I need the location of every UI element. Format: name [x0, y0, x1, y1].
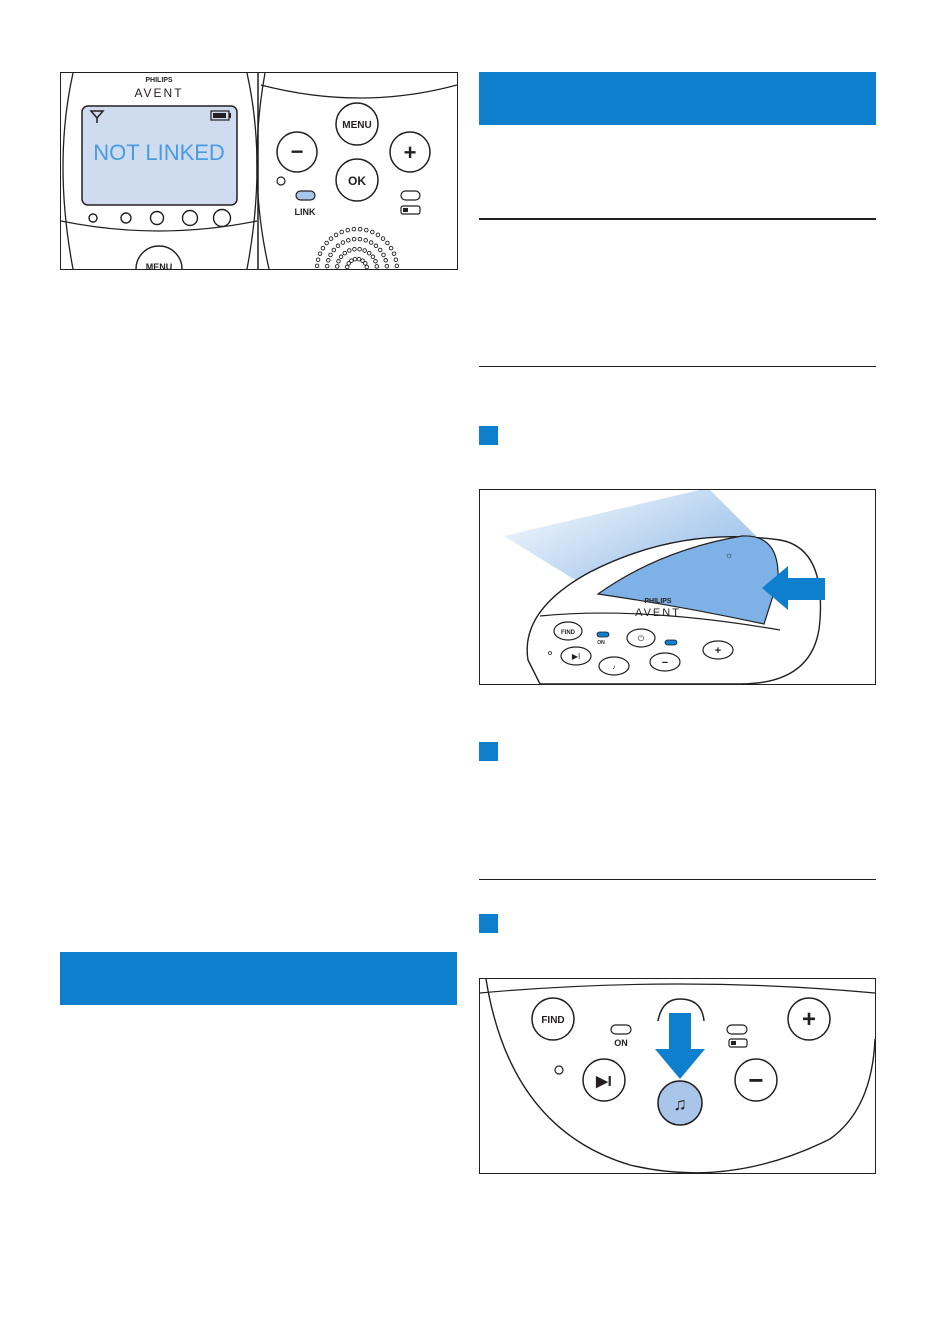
grille-hole [365, 228, 369, 232]
grille-hole [376, 233, 380, 237]
figure-lullaby [479, 978, 876, 1174]
plus-label: + [403, 140, 417, 165]
grille-hole [367, 251, 371, 255]
grille-hole [352, 227, 356, 231]
indicator-dot-2 [121, 213, 131, 223]
grille-hole [389, 246, 393, 250]
on-light [611, 1025, 631, 1034]
grille-hole [332, 248, 336, 252]
nightlight-illustration [480, 490, 875, 684]
status-light [727, 1025, 747, 1034]
indicator-dot-5 [214, 210, 231, 227]
grille-hole [374, 260, 378, 264]
grille-hole [371, 230, 375, 234]
grille-hole [364, 262, 368, 266]
grille-hole [365, 265, 369, 269]
nl-on-label: ON [597, 640, 605, 646]
grille-hole [329, 237, 333, 241]
minus-icon: − [661, 657, 669, 669]
nl-on-light [597, 632, 609, 637]
grille-hole [325, 264, 329, 268]
section-divider-2 [479, 879, 876, 880]
section-heading-bar-right [479, 72, 876, 125]
parent-menu-label: MENU [145, 262, 173, 269]
grille-hole [378, 248, 382, 252]
music-note-icon: ♫ [673, 1094, 687, 1114]
grille-hole [369, 241, 373, 245]
nightlight-brand-avent: AVENT [635, 607, 681, 619]
grille-hole [357, 257, 361, 261]
grille-hole [385, 264, 389, 268]
grille-hole [350, 259, 354, 263]
step-marker-3 [479, 914, 498, 933]
step-marker-1 [479, 426, 498, 445]
grille-hole [321, 246, 325, 250]
grille-hole [345, 265, 349, 269]
ok-label: OK [348, 174, 366, 188]
grille-hole [395, 264, 399, 268]
grille-hole [336, 244, 340, 248]
grille-hole [325, 241, 329, 245]
baby-menu-label: MENU [342, 120, 372, 131]
grille-hole [346, 228, 350, 232]
section-heading-bar-left [60, 952, 457, 1005]
link-label: LINK [294, 207, 316, 217]
nightlight-brand-philips: PHILIPS [644, 598, 672, 605]
grille-hole [315, 264, 319, 268]
grille-hole [363, 249, 367, 253]
find-label: FIND [541, 1015, 565, 1026]
grille-hole [334, 233, 338, 237]
grille-hole [358, 237, 362, 241]
brand-philips: PHILIPS [145, 77, 173, 84]
grille-hole [318, 252, 322, 256]
grille-hole [392, 252, 396, 256]
grille-hole [316, 258, 320, 262]
grille-hole [343, 251, 347, 255]
grille-hole [394, 258, 398, 262]
grille-hole [364, 239, 368, 243]
grille-hole [386, 241, 390, 245]
nl-find-label: FIND [561, 630, 575, 636]
grille-hole [341, 241, 345, 245]
power-icon: ⏻ [637, 634, 645, 643]
grille-hole [353, 247, 357, 251]
arrow-down-icon [655, 1013, 705, 1079]
units-illustration [61, 73, 457, 269]
grille-hole [327, 259, 331, 263]
play-pause-icon: ▶I [596, 1073, 612, 1090]
section-divider-1 [479, 366, 876, 367]
lullaby-illustration [480, 979, 875, 1173]
grille-hole [381, 237, 385, 241]
display-not-linked: NOT LINKED [93, 140, 225, 165]
grille-hole [340, 230, 344, 234]
figure-nightlight [479, 489, 876, 685]
grille-hole [335, 265, 339, 269]
play-pause-icon: ▶I [571, 652, 581, 661]
grille-hole [358, 247, 362, 251]
grille-hole [353, 257, 357, 261]
minus-label: − [290, 139, 304, 164]
figure-parent-baby-units [60, 72, 458, 270]
grille-hole [358, 227, 362, 231]
section-divider-thick [479, 218, 876, 220]
speaker-grille [315, 227, 398, 268]
plus-icon: + [714, 645, 722, 657]
plus-icon: + [801, 1006, 817, 1033]
nl-status-light [665, 640, 677, 645]
grille-hole [382, 253, 386, 257]
grille-hole [348, 249, 352, 253]
indicator-dot-4 [183, 211, 198, 226]
music-note-icon: ♪ [612, 664, 616, 671]
grille-hole [371, 255, 375, 259]
grille-hole [352, 237, 356, 241]
grille-hole [375, 265, 379, 269]
mic-dot [555, 1066, 563, 1074]
on-label: ON [614, 1038, 628, 1048]
mic-dot [277, 177, 285, 185]
grille-hole [329, 253, 333, 257]
indicator-dot-1 [89, 214, 97, 222]
grille-hole [374, 244, 378, 248]
grille-hole [347, 239, 351, 243]
minus-icon: − [748, 1065, 764, 1095]
link-light [296, 191, 315, 200]
grille-hole [337, 260, 341, 264]
step-marker-2 [479, 742, 498, 761]
indicator-dot-3 [151, 212, 164, 225]
grille-hole [339, 255, 343, 259]
brand-avent: AVENT [134, 86, 184, 100]
status-light [401, 191, 420, 200]
sun-icon: ☼ [725, 550, 734, 560]
grille-hole [384, 259, 388, 263]
